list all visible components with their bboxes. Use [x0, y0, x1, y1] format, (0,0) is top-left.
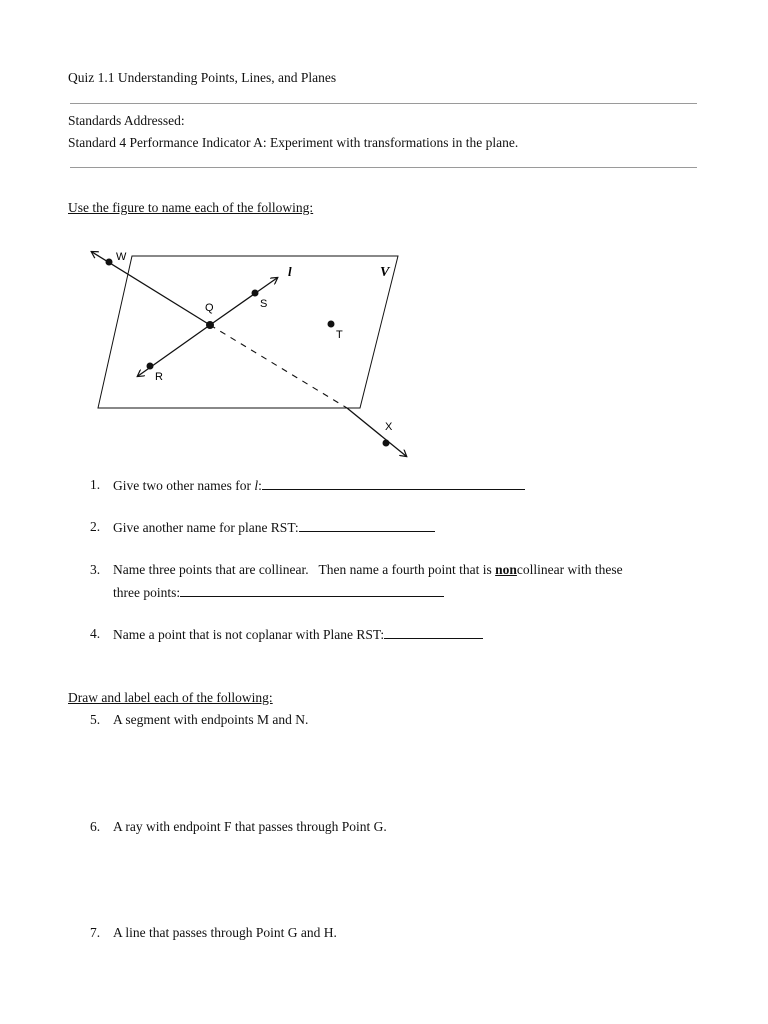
- q3-answer-blank[interactable]: [180, 584, 444, 597]
- q1-text-after: :: [258, 478, 262, 493]
- q3-number: 3.: [90, 562, 101, 577]
- q5-number: 5.: [90, 712, 101, 727]
- page-title: Quiz 1.1 Understanding Points, Lines, and Planes: [68, 70, 337, 85]
- point-s: [252, 290, 259, 297]
- point-x: [383, 440, 390, 447]
- line-wx-hidden: [210, 325, 347, 408]
- divider: [70, 103, 697, 104]
- standards-heading: Standards Addressed:: [68, 113, 185, 128]
- q1-text-before: Give two other names for: [113, 478, 255, 493]
- q3-line2-content: three points:: [113, 585, 181, 600]
- q1-answer-blank[interactable]: [262, 477, 525, 490]
- point-w: [106, 259, 113, 266]
- label-s: S: [260, 298, 268, 310]
- label-w: W: [116, 251, 127, 263]
- q4-number: 4.: [90, 626, 101, 641]
- label-r: R: [155, 371, 163, 383]
- q1-italic-l: l: [254, 478, 259, 493]
- plane-shape: [98, 256, 398, 408]
- standards-text: Standard 4 Performance Indicator A: Experiment with transformations in the plane.: [68, 135, 519, 150]
- q2-text-content: Give another name for plane RST:: [113, 520, 299, 535]
- q3-text: [113, 562, 623, 578]
- label-plane-v: V: [380, 265, 390, 280]
- q3-text-line2: [113, 584, 444, 601]
- q6-number: 6.: [90, 819, 101, 834]
- q2-number: 2.: [90, 519, 101, 534]
- q5-text: A segment with endpoints M and N.: [113, 712, 309, 727]
- point-t: [328, 321, 335, 328]
- q7-number: 7.: [90, 925, 101, 940]
- label-x: X: [385, 421, 393, 433]
- section2-instruction: Draw and label each of the following:: [68, 690, 273, 705]
- q4-text-content: Name a point that is not coplanar with Plane RST:: [113, 627, 385, 642]
- q6-text: A ray with endpoint F that passes through Point G.: [113, 819, 387, 834]
- q2-text: [113, 519, 435, 536]
- q1-number: 1.: [90, 477, 101, 492]
- line-wx-lower: [347, 408, 406, 456]
- q4-text: [113, 626, 483, 643]
- label-line-l: l: [288, 264, 292, 279]
- divider: [70, 167, 697, 168]
- q1-text: [113, 477, 525, 494]
- label-t: T: [336, 329, 343, 341]
- label-q: Q: [205, 302, 214, 314]
- q7-text: A line that passes through Point G and H.: [113, 925, 337, 940]
- q3-text-a: Name three points that are collinear. Then name a fourth point that is: [113, 562, 496, 577]
- q2-answer-blank[interactable]: [299, 519, 435, 532]
- q4-answer-blank[interactable]: [384, 626, 483, 639]
- point-q: [206, 321, 214, 329]
- section1-instruction: Use the figure to name each of the following:: [68, 200, 314, 215]
- q3-text-b: collinear with these: [516, 562, 623, 577]
- point-r: [147, 363, 154, 370]
- geometry-figure: [80, 243, 420, 463]
- q3-bold-non: non: [495, 562, 517, 577]
